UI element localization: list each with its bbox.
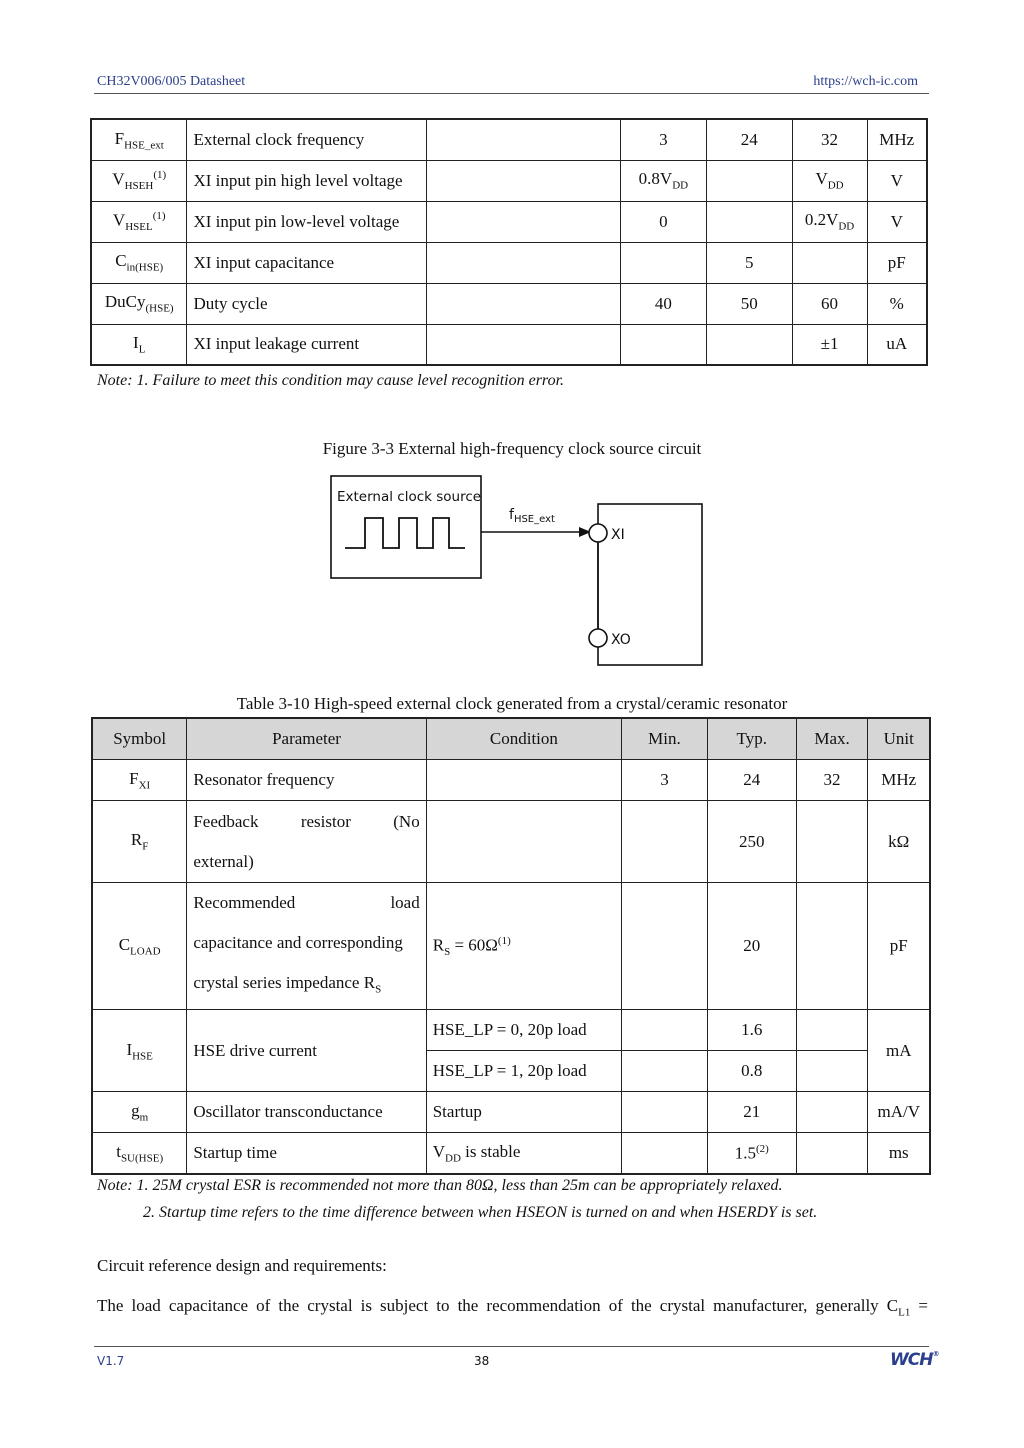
header-symbol: Symbol bbox=[92, 718, 187, 760]
typ-cell: 20 bbox=[707, 883, 796, 1010]
max-cell: $0.2V_{DD}$ bbox=[792, 201, 867, 242]
max-cell bbox=[796, 1010, 868, 1051]
param-cell: XI input leakage current bbox=[187, 324, 426, 365]
max-cell bbox=[796, 801, 868, 883]
unit-cell: V bbox=[867, 160, 927, 201]
header-unit: Unit bbox=[868, 718, 930, 760]
min-cell bbox=[622, 1133, 708, 1174]
unit-cell: mA bbox=[868, 1010, 930, 1092]
condition-cell: HSE_LP = 0, 20p load bbox=[426, 1010, 621, 1051]
typ-cell bbox=[706, 160, 792, 201]
paragraph-text: The load capacitance of the crystal is subject to the recommendation of the crystal manufacturer, generally $C_{L1}$ = bbox=[97, 1296, 928, 1319]
min-cell bbox=[622, 801, 708, 883]
symbol-cell: $t_{SU(HSE)}$ bbox=[92, 1133, 187, 1174]
header-rule bbox=[94, 93, 929, 94]
symbol-cell: DuCy$_{(HSE)}$ bbox=[91, 283, 187, 324]
condition-cell: $V_{DD}$ is stable bbox=[426, 1133, 621, 1174]
header-title: CH32V006/005 Datasheet bbox=[97, 74, 246, 89]
header-parameter: Parameter bbox=[187, 718, 426, 760]
min-cell bbox=[622, 1010, 708, 1051]
footer-rule bbox=[94, 1346, 929, 1347]
max-cell bbox=[796, 883, 868, 1010]
max-cell bbox=[796, 1092, 868, 1133]
min-cell: 0 bbox=[620, 201, 706, 242]
unit-cell: MHz bbox=[867, 119, 927, 160]
signal-label: $f_{HSE\_ext}$ bbox=[509, 507, 555, 525]
condition-cell bbox=[426, 119, 620, 160]
header-min: Min. bbox=[622, 718, 708, 760]
unit-cell: % bbox=[867, 283, 927, 324]
paragraph-heading: Circuit reference design and requirements: bbox=[97, 1256, 387, 1275]
condition-cell: $R_S = 60\Omega^{(1)}$ bbox=[426, 883, 621, 1010]
footer-page-number: 38 bbox=[474, 1354, 490, 1368]
min-cell: 40 bbox=[620, 283, 706, 324]
typ-cell bbox=[706, 324, 792, 365]
max-cell: 32 bbox=[792, 119, 867, 160]
table-row bbox=[92, 760, 930, 801]
min-cell bbox=[622, 883, 708, 1010]
condition-cell bbox=[426, 160, 620, 201]
symbol-cell: $V_{HSEL}^{(1)}$ bbox=[91, 201, 187, 242]
param-cell: Oscillator transconductance bbox=[187, 1092, 426, 1133]
typ-cell: 250 bbox=[707, 801, 796, 883]
header-max: Max. bbox=[796, 718, 868, 760]
max-cell bbox=[796, 1051, 868, 1092]
condition-cell bbox=[426, 801, 621, 883]
condition-cell: HSE_LP = 1, 20p load bbox=[426, 1051, 621, 1092]
typ-cell: 21 bbox=[707, 1092, 796, 1133]
table-row bbox=[92, 1092, 930, 1133]
param-cell: XI input capacitance bbox=[187, 242, 426, 283]
table-row bbox=[92, 1133, 930, 1174]
hse-ext-table bbox=[90, 118, 928, 366]
param-cell: External clock frequency bbox=[187, 119, 426, 160]
table-caption: Table 3-10 High-speed external clock generated from a crystal/ceramic resonator bbox=[236, 694, 788, 713]
symbol-cell: $I_L$ bbox=[91, 324, 187, 365]
table-row bbox=[91, 160, 927, 201]
symbol-cell: $I_{HSE}$ bbox=[92, 1010, 187, 1092]
table-row bbox=[92, 801, 930, 883]
condition-cell bbox=[426, 324, 620, 365]
param-cell: Startup time bbox=[187, 1133, 426, 1174]
symbol-cell: $F_{XI}$ bbox=[92, 760, 187, 801]
table-row bbox=[91, 324, 927, 365]
max-cell: 60 bbox=[792, 283, 867, 324]
typ-cell bbox=[706, 201, 792, 242]
symbol-cell: $F_{HSE\_ext}$ bbox=[91, 119, 187, 160]
min-cell bbox=[622, 1092, 708, 1133]
clock-source-diagram bbox=[325, 472, 715, 672]
typ-cell: 50 bbox=[706, 283, 792, 324]
symbol-cell: $V_{HSEH}^{(1)}$ bbox=[91, 160, 187, 201]
xo-pin-icon bbox=[589, 629, 607, 647]
symbol-cell: $C_{LOAD}$ bbox=[92, 883, 187, 1010]
unit-cell: pF bbox=[867, 242, 927, 283]
symbol-cell: $g_m$ bbox=[92, 1092, 187, 1133]
unit-cell: MHz bbox=[868, 760, 930, 801]
max-cell bbox=[792, 242, 867, 283]
max-cell: $V_{DD}$ bbox=[792, 160, 867, 201]
condition-cell bbox=[426, 283, 620, 324]
table-row bbox=[91, 119, 927, 160]
min-cell: $0.8V_{DD}$ bbox=[620, 160, 706, 201]
condition-cell bbox=[426, 201, 620, 242]
param-cell: Recommended load capacitance and corresponding crystal series impedance $R_S$ bbox=[187, 883, 426, 1010]
symbol-cell: $R_F$ bbox=[92, 801, 187, 883]
header-url[interactable]: https://wch-ic.com bbox=[813, 74, 918, 89]
crystal-resonator-table bbox=[91, 717, 931, 1175]
figure-caption: Figure 3-3 External high-frequency clock source circuit bbox=[322, 439, 702, 458]
table-row bbox=[91, 201, 927, 242]
symbol-cell: $C_{in(HSE)}$ bbox=[91, 242, 187, 283]
footer-version: V1.7 bbox=[97, 1354, 125, 1368]
square-wave-icon bbox=[345, 518, 465, 548]
param-cell: Feedback resistor (No external) bbox=[187, 801, 426, 883]
min-cell: 3 bbox=[620, 119, 706, 160]
condition-cell: Startup bbox=[426, 1092, 621, 1133]
typ-cell: 5 bbox=[706, 242, 792, 283]
typ-cell: 24 bbox=[706, 119, 792, 160]
table-row bbox=[91, 242, 927, 283]
table2-note-1: Note: 1. 25M crystal ESR is recommended not more than 80Ω, less than 25m can be appropriately relaxed. bbox=[97, 1177, 783, 1194]
condition-cell bbox=[426, 242, 620, 283]
max-cell: ±1 bbox=[792, 324, 867, 365]
header-typ: Typ. bbox=[707, 718, 796, 760]
min-cell bbox=[620, 324, 706, 365]
unit-cell: ms bbox=[868, 1133, 930, 1174]
param-cell: XI input pin high level voltage bbox=[187, 160, 426, 201]
table-row bbox=[92, 1010, 930, 1051]
table2-note-2: 2. Startup time refers to the time difference between when HSEON is turned on and when HSERDY is set. bbox=[143, 1204, 818, 1221]
param-cell: HSE drive current bbox=[187, 1010, 426, 1092]
unit-cell: mA/V bbox=[868, 1092, 930, 1133]
unit-cell: pF bbox=[868, 883, 930, 1010]
max-cell: 32 bbox=[796, 760, 868, 801]
typ-cell: 1.5$^{(2)}$ bbox=[707, 1133, 796, 1174]
table-header-row bbox=[92, 718, 930, 760]
typ-cell: 24 bbox=[707, 760, 796, 801]
xo-pin-label: XO bbox=[611, 632, 631, 648]
table-row bbox=[92, 883, 930, 1010]
xi-pin-label: XI bbox=[611, 527, 625, 543]
table-row bbox=[91, 283, 927, 324]
min-cell bbox=[622, 1051, 708, 1092]
unit-cell: kΩ bbox=[868, 801, 930, 883]
unit-cell: uA bbox=[867, 324, 927, 365]
wch-logo: WCH® bbox=[890, 1350, 939, 1370]
param-cell: Resonator frequency bbox=[187, 760, 426, 801]
param-cell: XI input pin low-level voltage bbox=[187, 201, 426, 242]
min-cell: 3 bbox=[622, 760, 708, 801]
xi-pin-icon bbox=[589, 524, 607, 542]
max-cell bbox=[796, 1133, 868, 1174]
min-cell bbox=[620, 242, 706, 283]
condition-cell bbox=[426, 760, 621, 801]
clock-source-label: External clock source bbox=[337, 489, 482, 505]
typ-cell: 1.6 bbox=[707, 1010, 796, 1051]
param-cell: Duty cycle bbox=[187, 283, 426, 324]
table1-note: Note: 1. Failure to meet this condition may cause level recognition error. bbox=[97, 372, 565, 389]
header-condition: Condition bbox=[426, 718, 621, 760]
unit-cell: V bbox=[867, 201, 927, 242]
typ-cell: 0.8 bbox=[707, 1051, 796, 1092]
